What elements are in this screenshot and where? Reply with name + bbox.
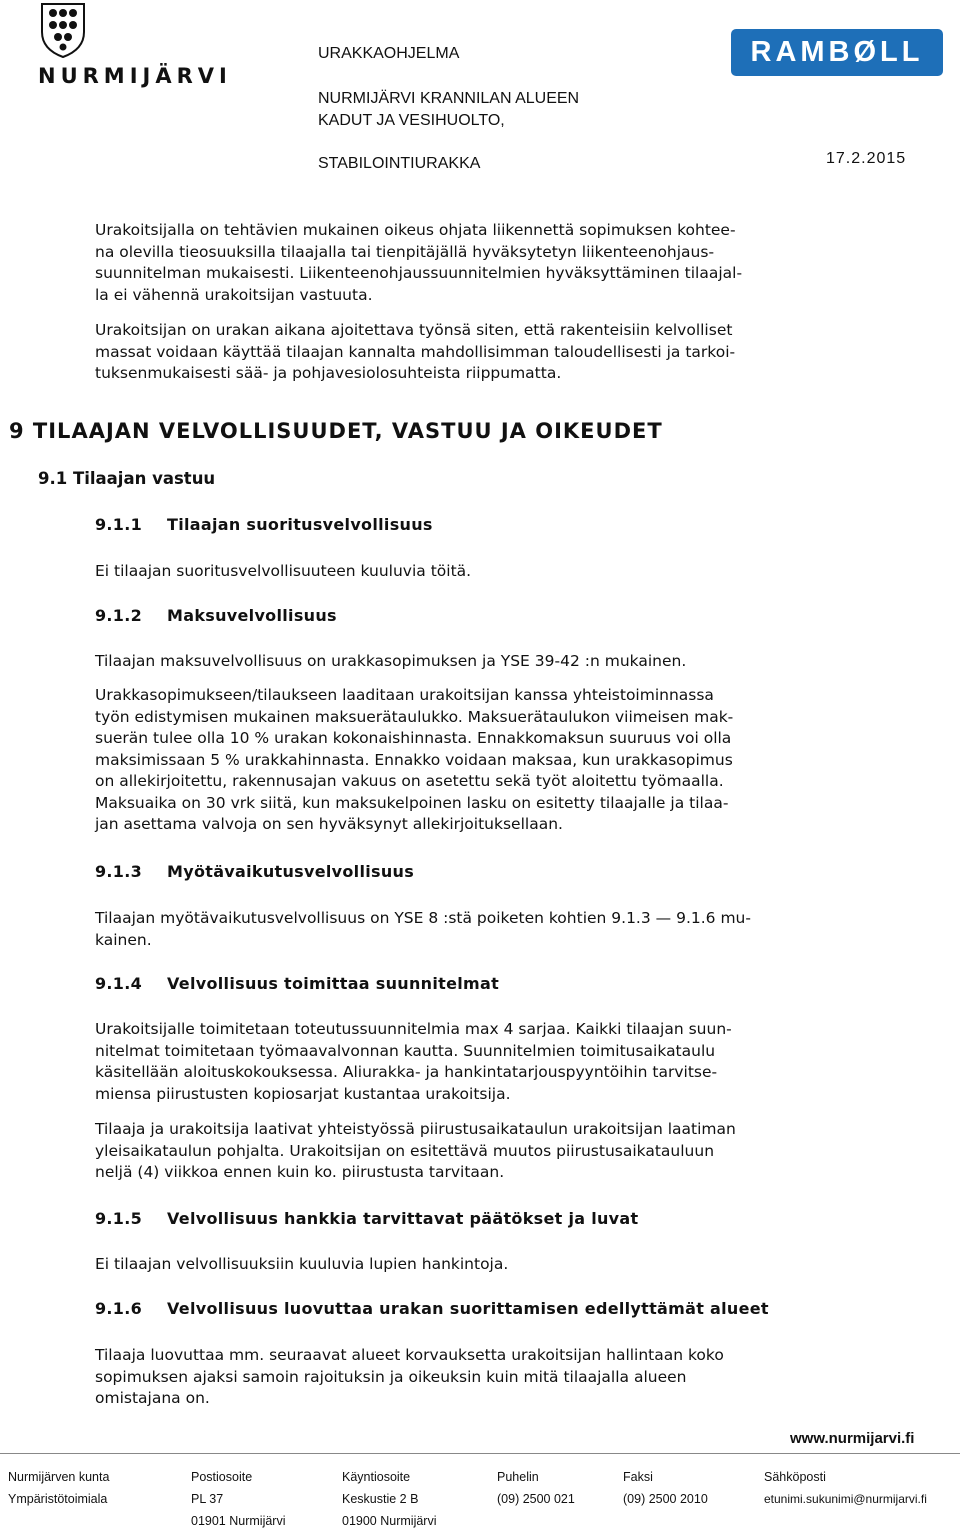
text-line: Ei tilaajan velvollisuuksiin kuuluvia lupien hankintoja. (95, 1255, 509, 1273)
section-9-1-2-payment-text (95, 685, 865, 836)
section-9-1-6-heading (95, 1299, 769, 1318)
text-line: suerän tulee olla 10 % urakan kokonaishinnasta. Ennakkomaksun suuruus voi olla (95, 729, 732, 747)
footer-col-fax-line1: (09) 2500 2010 (623, 1492, 708, 1506)
nurmijarvi-crest-logo (40, 2, 86, 58)
text-line: Urakoitsijalle toimitetaan toteutussuunnitelmia max 4 sarjaa. Kaikki tilaajan suun- (95, 1020, 732, 1038)
footer-divider (0, 1453, 960, 1454)
section-9-1-4-heading (95, 974, 499, 993)
section-9-1-1-text (95, 561, 865, 583)
footer-col-visit-line1: Keskustie 2 B (342, 1492, 419, 1506)
text-line: yleisaikataulun pohjalta. Urakoitsijan on esitettävä muutos piirustusaikatauluun (95, 1141, 715, 1160)
footer-col-postal-head: Postiosoite (191, 1470, 253, 1484)
text-line: suunnitelman mukaisesti. Liikenteenohjaussuunnitelmien hyväksyttäminen tilaajal- (95, 264, 743, 282)
text-line: Tilaajan myötävaikutusvelvollisuus on YSE 8 :stä poiketen kohtien 9.1.3 — 9.1.6 mu- (95, 909, 751, 927)
footer-col-visit-head: Käyntiosoite (342, 1470, 411, 1484)
section-number: 9.1.2 (95, 606, 143, 625)
section-9-1-4-schedule-text (95, 1119, 865, 1184)
footer-col-fax-head: Faksi (623, 1470, 653, 1484)
footer-col-phone-head: Puhelin (497, 1470, 539, 1484)
section-9-1-5-text (95, 1254, 865, 1276)
section-number: 9.1.1 (95, 515, 143, 534)
section-number: 9.1.4 (95, 974, 143, 993)
text-line: Urakoitsijalla on tehtävien mukainen oikeus ohjata liikennettä sopimuksen kohtee- (95, 221, 736, 239)
text-line: Urakoitsijan on urakan aikana ajoitettava työnsä siten, että rakenteisiin kelvolliset (95, 321, 733, 339)
footer-col-org-line1: Ympäristötoimiala (8, 1492, 108, 1506)
project-title-line-3: STABILOINTIURAKKA (318, 155, 481, 172)
text-line: on allekirjoitettu, rakennusajan vakuus on asetettu sekä työt aloitettu työmaalla. (95, 772, 724, 790)
text-line: käsitellään aloituskokouksessa. Aliurakka- ja hankintatarjouspyyntöihin tarvitse- (95, 1063, 718, 1081)
document-type: URAKKAOHJELMA (318, 45, 460, 62)
section-number: 9.1.3 (95, 862, 143, 881)
paragraph-traffic-control (95, 220, 865, 306)
section-9-1-1-heading (95, 515, 433, 534)
text-line: jan asettama valvoja on sen hyväksynyt allekirjoituksellaan. (95, 815, 563, 833)
text-line: massat voidaan käyttää tilaajan kannalta mahdollisimman taloudellisesti ja tarkoi- (95, 342, 736, 361)
footer-col-email-head: Sähköposti (764, 1470, 826, 1484)
section-9-1-3-heading (95, 862, 414, 881)
section-9-1-heading: 9.1 Tilaajan vastuu (38, 469, 216, 488)
section-title: Velvollisuus toimittaa suunnitelmat (167, 974, 500, 993)
section-title: Maksuvelvollisuus (167, 606, 337, 625)
ramboll-logo: RAMBØLL (731, 29, 943, 76)
project-title-line-2: KADUT JA VESIHUOLTO, (318, 112, 505, 129)
text-line: tuksenmukaisesti sää- ja pohjavesiolosuhteista riippumatta. (95, 364, 562, 382)
text-line: työn edistymisen mukainen maksuerätaulukko. Maksuerätaulukon viimeisen mak- (95, 707, 734, 726)
paragraph-work-timing (95, 320, 865, 385)
section-9-1-2-heading (95, 606, 337, 625)
section-number: 9.1.6 (95, 1299, 143, 1318)
text-line: nitelmat toimitetaan työmaavalvonnan kautta. Suunnitelmien toimitusaikataulu (95, 1041, 716, 1060)
text-line: miensa piirustusten kopiosarjat kustantaa urakoitsija. (95, 1084, 511, 1103)
text-line: kainen. (95, 930, 152, 949)
section-number: 9.1.5 (95, 1209, 143, 1228)
section-9-1-5-heading (95, 1209, 638, 1228)
section-9-1-4-text (95, 1019, 865, 1105)
section-9-1-2-text (95, 651, 865, 673)
text-line: Tilaajan maksuvelvollisuus on urakkasopimuksen ja YSE 39-42 :n mukainen. (95, 652, 687, 670)
text-line: Ei tilaajan suoritusvelvollisuuteen kuuluvia töitä. (95, 562, 472, 580)
text-line: sopimuksen ajaksi samoin rajoituksin ja oikeuksin kuin mitä tilaajalla alueen (95, 1367, 687, 1386)
section-title: Velvollisuus luovuttaa urakan suorittamisen edellyttämät alueet (167, 1299, 769, 1318)
footer-col-phone-line1: (09) 2500 021 (497, 1492, 575, 1506)
municipality-wordmark: NURMIJÄRVI (38, 64, 232, 88)
text-line: na olevilla tieosuuksilla tilaajalla tai tienpitäjällä hyväksytetyn liikenteenohjaus- (95, 242, 715, 261)
section-title: Tilaajan suoritusvelvollisuus (167, 515, 433, 534)
footer-col-postal-line1: PL 37 (191, 1492, 224, 1506)
section-9-heading: 9 TILAAJAN VELVOLLISUUDET, VASTUU JA OIKEUDET (9, 419, 663, 443)
document-date: 17.2.2015 (826, 150, 907, 167)
footer-col-org-head: Nurmijärven kunta (8, 1470, 110, 1484)
section-title: Velvollisuus hankkia tarvittavat päätökset ja luvat (167, 1209, 639, 1228)
section-9-1-6-text (95, 1345, 865, 1410)
footer-website-link[interactable]: www.nurmijarvi.fi (790, 1430, 915, 1447)
text-line: maksimissaan 5 % urakkahinnasta. Ennakko voidaan maksaa, kun urakkasopimus (95, 750, 733, 769)
project-title-line-1: NURMIJÄRVI KRANNILAN ALUEEN (318, 90, 580, 107)
footer-col-visit-line2: 01900 Nurmijärvi (342, 1514, 437, 1528)
footer-col-postal-line2: 01901 Nurmijärvi (191, 1514, 286, 1528)
text-line: Tilaaja ja urakoitsija laativat yhteistyössä piirustusaikataulun urakoitsijan laatiman (95, 1120, 736, 1138)
text-line: omistajana on. (95, 1389, 210, 1407)
text-line: Maksuaika on 30 vrk siitä, kun maksukelpoinen lasku on esitetty tilaajalle ja tilaa- (95, 793, 729, 812)
text-line: la ei vähennä urakoitsijan vastuuta. (95, 285, 373, 304)
text-line: neljä (4) viikkoa ennen kuin ko. piirustusta tarvitaan. (95, 1163, 505, 1181)
footer-col-email-line1[interactable]: etunimi.sukunimi@nurmijarvi.fi (764, 1492, 927, 1506)
text-line: Tilaaja luovuttaa mm. seuraavat alueet korvauksetta urakoitsijan hallintaan koko (95, 1346, 724, 1364)
section-9-1-3-text (95, 908, 865, 951)
section-title: Myötävaikutusvelvollisuus (167, 862, 415, 881)
text-line: Urakkasopimukseen/tilaukseen laaditaan urakoitsijan kanssa yhteistoiminnassa (95, 686, 714, 704)
